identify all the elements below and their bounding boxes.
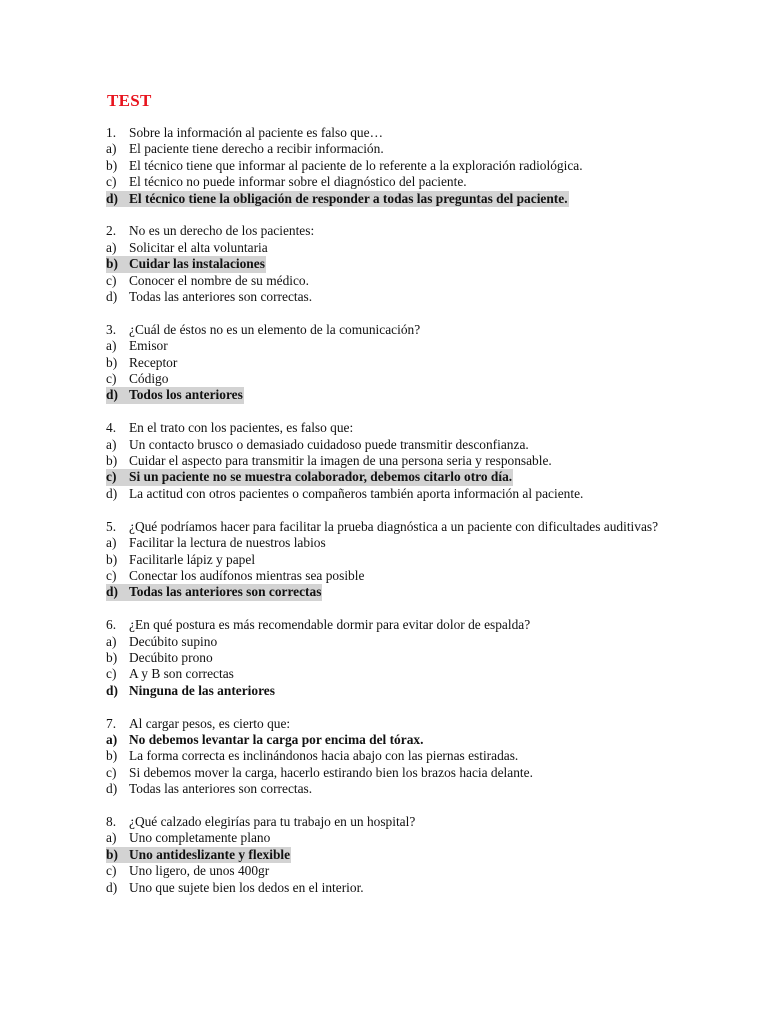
question-number: 2. <box>106 223 117 239</box>
answer-content <box>106 666 234 682</box>
question-3 <box>106 322 746 404</box>
answer-content <box>106 568 364 584</box>
option-letter: c) <box>106 764 117 780</box>
highlighted-answer <box>106 387 244 403</box>
answer-option <box>106 437 746 453</box>
option-letter: c) <box>106 863 117 879</box>
answer-option <box>106 338 746 354</box>
highlighted-answer <box>106 584 322 600</box>
answer-content <box>106 732 423 748</box>
answer-option <box>106 240 746 256</box>
question-8 <box>106 814 746 896</box>
option-letter: b) <box>106 256 118 272</box>
answer-content <box>106 240 268 256</box>
question-text: ¿En qué postura es más recomendable dormir para evitar dolor de espalda? <box>129 617 531 633</box>
answer-content <box>106 158 583 174</box>
question-4 <box>106 420 746 502</box>
option-letter: d) <box>106 387 118 403</box>
option-letter: d) <box>106 485 118 501</box>
option-letter: d) <box>106 682 118 698</box>
answer-option-correct <box>106 732 746 748</box>
option-text: A y B son correctas <box>129 666 234 682</box>
option-letter: d) <box>106 781 118 797</box>
answer-option <box>106 748 746 764</box>
question-number: 1. <box>106 125 117 140</box>
option-letter: c) <box>106 469 117 485</box>
option-letter: d) <box>106 584 118 600</box>
option-text: Conectar los audífonos mientras sea posible <box>129 567 365 583</box>
option-text: Uno que sujete bien los dedos en el interior. <box>129 879 364 895</box>
option-letter: d) <box>106 190 118 206</box>
answer-option <box>106 568 746 584</box>
answer-content <box>106 830 270 846</box>
answer-option <box>106 552 746 568</box>
question-stem <box>106 322 746 338</box>
answer-content <box>106 781 312 797</box>
option-text: Si debemos mover la carga, hacerlo estirando bien los brazos hacia delante. <box>129 764 533 780</box>
answer-option <box>106 535 746 551</box>
answer-content <box>106 863 269 879</box>
answer-content <box>106 453 552 469</box>
answer-content <box>106 289 312 305</box>
option-letter: a) <box>106 633 117 649</box>
option-text: El técnico no puede informar sobre el diagnóstico del paciente. <box>129 174 467 190</box>
answer-option <box>106 634 746 650</box>
option-text: Receptor <box>129 354 178 370</box>
question-stem <box>106 420 746 436</box>
answer-option-correct <box>106 584 746 600</box>
answer-content <box>106 338 168 354</box>
question-list <box>106 125 746 912</box>
answer-content <box>106 634 217 650</box>
option-letter: a) <box>106 338 117 354</box>
option-text: Solicitar el alta voluntaria <box>129 239 268 255</box>
question-5 <box>106 519 746 601</box>
option-letter: b) <box>106 157 118 173</box>
question-number: 5. <box>106 518 117 534</box>
answer-option <box>106 355 746 371</box>
answer-option <box>106 289 746 305</box>
question-stem <box>106 125 746 141</box>
option-letter: c) <box>106 567 117 583</box>
answer-option <box>106 781 746 797</box>
option-text: Facilitar la lectura de nuestros labios <box>129 535 326 551</box>
answer-option-correct <box>106 847 746 863</box>
option-letter: c) <box>106 174 117 190</box>
answer-option <box>106 666 746 682</box>
answer-option <box>106 158 746 174</box>
option-text: Todas las anteriores son correctas. <box>129 781 313 797</box>
option-letter: b) <box>106 551 118 567</box>
question-2 <box>106 223 746 305</box>
answer-content <box>106 748 518 764</box>
option-letter: c) <box>106 666 117 682</box>
question-text: ¿Qué calzado elegirías para tu trabajo en un hospital? <box>129 813 416 829</box>
answer-content <box>106 880 364 896</box>
question-1 <box>106 125 746 207</box>
answer-content <box>106 371 168 387</box>
question-6 <box>106 617 746 699</box>
option-text: El técnico tiene que informar al paciente de lo referente a la exploración radiológica. <box>129 157 583 173</box>
answer-content <box>106 486 583 502</box>
option-text: Ninguna de las anteriores <box>129 682 275 698</box>
option-text: No debemos levantar la carga por encima del tórax. <box>129 731 424 747</box>
question-7 <box>106 716 746 798</box>
answer-content <box>106 552 255 568</box>
option-text: Todas las anteriores son correctas <box>129 584 322 600</box>
option-letter: a) <box>106 535 117 551</box>
option-text: Código <box>129 371 169 387</box>
question-number: 4. <box>106 420 117 436</box>
question-number: 8. <box>106 813 117 829</box>
option-letter: c) <box>106 272 117 288</box>
question-number: 6. <box>106 617 117 633</box>
answer-option <box>106 273 746 289</box>
answer-content <box>106 535 326 551</box>
answer-content <box>106 683 275 699</box>
option-text: El técnico tiene la obligación de responder a todas las preguntas del paciente. <box>129 190 568 206</box>
question-text: No es un derecho de los pacientes: <box>129 223 315 239</box>
option-text: Si un paciente no se muestra colaborador, debemos citarlo otro día. <box>129 469 513 485</box>
highlighted-answer <box>106 469 513 485</box>
answer-option <box>106 650 746 666</box>
answer-content <box>106 650 213 666</box>
option-text: Facilitarle lápiz y papel <box>129 551 256 567</box>
highlighted-answer <box>106 847 291 863</box>
option-letter: a) <box>106 141 117 157</box>
option-text: Decúbito prono <box>129 649 213 665</box>
answer-content <box>106 765 533 781</box>
option-text: Cuidar las instalaciones <box>129 256 265 272</box>
option-text: Emisor <box>129 338 168 354</box>
option-text: La actitud con otros pacientes o compañeros también aporta información al paciente. <box>129 485 584 501</box>
option-text: El paciente tiene derecho a recibir información. <box>129 141 384 157</box>
highlighted-answer <box>106 256 266 272</box>
page-title: TEST <box>107 91 152 110</box>
option-text: La forma correcta es inclinándonos hacia abajo con las piernas estiradas. <box>129 748 519 764</box>
option-text: Todas las anteriores son correctas. <box>129 289 313 305</box>
answer-option <box>106 863 746 879</box>
option-letter: a) <box>106 731 118 747</box>
option-letter: a) <box>106 830 117 846</box>
option-letter: b) <box>106 354 118 370</box>
question-stem <box>106 814 746 830</box>
answer-option-correct <box>106 387 746 403</box>
answer-option-correct <box>106 683 746 699</box>
question-text: ¿Qué podríamos hacer para facilitar la prueba diagnóstica a un paciente con dificultades auditivas? <box>129 518 659 534</box>
option-text: Todos los anteriores <box>129 387 243 403</box>
option-text: Conocer el nombre de su médico. <box>129 272 309 288</box>
option-text: Uno completamente plano <box>129 830 271 846</box>
option-letter: b) <box>106 649 118 665</box>
option-text: Cuidar el aspecto para transmitir la imagen de una persona seria y responsable. <box>129 453 552 469</box>
option-letter: c) <box>106 371 117 387</box>
answer-content <box>106 355 177 371</box>
answer-option <box>106 453 746 469</box>
option-letter: b) <box>106 846 118 862</box>
option-letter: b) <box>106 748 118 764</box>
answer-option-correct <box>106 469 746 485</box>
option-letter: b) <box>106 453 118 469</box>
option-letter: a) <box>106 436 117 452</box>
option-letter: a) <box>106 239 117 255</box>
answer-option-correct <box>106 256 746 272</box>
question-text: En el trato con los pacientes, es falso que: <box>129 420 354 436</box>
option-letter: d) <box>106 289 118 305</box>
option-letter: d) <box>106 879 118 895</box>
option-text: Un contacto brusco o demasiado cuidadoso puede transmitir desconfianza. <box>129 436 529 452</box>
question-text: Sobre la información al paciente es falso que… <box>129 125 383 140</box>
question-stem <box>106 716 746 732</box>
option-text: Uno antideslizante y flexible <box>129 846 291 862</box>
option-text: Uno ligero, de unos 400gr <box>129 863 270 879</box>
option-text: Decúbito supino <box>129 633 218 649</box>
question-stem <box>106 519 746 535</box>
answer-content <box>106 174 467 190</box>
answer-option <box>106 486 746 502</box>
answer-option <box>106 830 746 846</box>
answer-option <box>106 174 746 190</box>
answer-option <box>106 880 746 896</box>
question-stem <box>106 223 746 239</box>
answer-content <box>106 273 309 289</box>
question-number: 3. <box>106 321 117 337</box>
answer-option <box>106 765 746 781</box>
question-text: ¿Cuál de éstos no es un elemento de la comunicación? <box>129 321 421 337</box>
answer-content <box>106 437 529 453</box>
question-stem <box>106 617 746 633</box>
answer-option <box>106 141 746 157</box>
answer-option-correct <box>106 191 746 207</box>
question-number: 7. <box>106 715 117 731</box>
highlighted-answer <box>106 191 569 207</box>
question-text: Al cargar pesos, es cierto que: <box>129 715 291 731</box>
answer-content <box>106 141 384 157</box>
answer-option <box>106 371 746 387</box>
